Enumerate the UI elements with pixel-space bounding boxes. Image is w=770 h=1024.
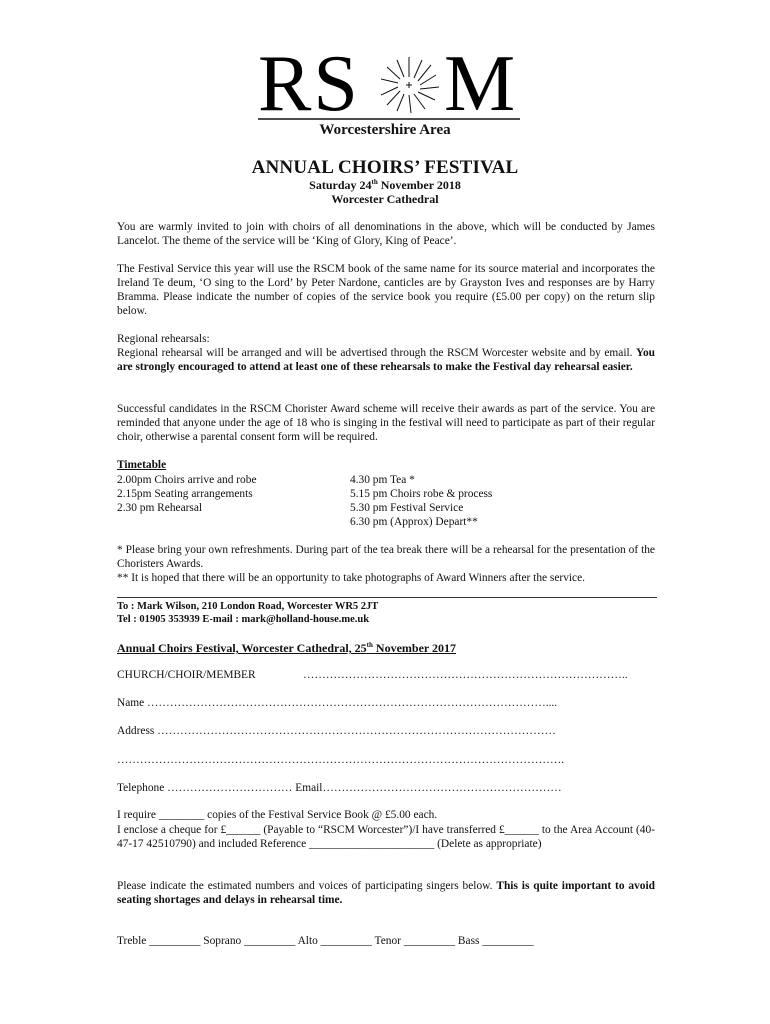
copies-required-line[interactable]: I require ________ copies of the Festival Service Book @ £5.00 each. <box>117 809 438 821</box>
timetable-left-column <box>117 473 257 515</box>
return-slip-title: Annual Choirs Festival, Worcester Cathedral, 25th November 2017 <box>117 641 457 655</box>
award-paragraph: Successful candidates in the RSCM Chorister Award scheme will receive their awards as part of the service. You are reminded that anyone under the age of 18 who is singing in the festival will need to participate as part of their regular choir, otherwise a parental consent form will be required. <box>117 403 655 443</box>
photographs-note: ** It is hoped that there will be an opportunity to take photographs of Award Winners after the service. <box>117 572 586 584</box>
section-divider <box>117 597 657 598</box>
area-subtitle: Worcestershire Area <box>319 122 451 138</box>
estimate-emphasis: This is quite important to avoid seating shortages and delays in rehearsal time. <box>117 880 655 906</box>
church-choir-label: CHURCH/CHOIR/MEMBER <box>117 669 256 681</box>
church-choir-field[interactable] <box>117 669 628 681</box>
festival-date: Saturday 24th November 2018 <box>309 178 461 192</box>
payment-paragraph[interactable]: I enclose a cheque for £______ (Payable to “RSCM Worcester”)/I have transferred £______ to the Area Account (40-47-17 42510790) and included Reference ______________________ (Delete as appropriate) <box>117 824 655 850</box>
timetable-heading: Timetable <box>117 459 167 471</box>
logo-left-letters: RS <box>258 48 360 122</box>
timetable-right-column <box>350 473 492 529</box>
rehearsal-heading: Regional rehearsals: <box>117 333 210 345</box>
logo-right-letters: M <box>444 48 518 122</box>
timetable-row: 6.30 pm (Approx) Depart** <box>350 516 478 528</box>
festival-title: ANNUAL CHOIRS’ FESTIVAL <box>251 157 519 178</box>
name-field[interactable]: Name …………………………………………………………………………………………….... <box>117 697 558 709</box>
rehearsal-paragraph: Regional rehearsals: Regional rehearsal will be arranged and will be advertised through the RSCM Worcester website and by email. You are strongly encouraged to attend at least one of these rehearsals to make the Festival day rehearsal easier. <box>117 333 655 373</box>
logo-sunburst-icon <box>381 57 439 113</box>
address-field[interactable]: Address …………………………………………………………………………………………… <box>117 725 556 737</box>
timetable-row: 2.00pm Choirs arrive and robe <box>117 474 257 486</box>
timetable-row: 2.15pm Seating arrangements <box>117 488 253 500</box>
address-field-line2[interactable]: ………………………………………………………………………………………………………. <box>117 754 565 766</box>
contact-phone-email: Tel : 01905 353939 E-mail : mark@holland-house.me.uk <box>117 614 370 625</box>
rehearsal-emphasis: You are strongly encouraged to attend at least one of these rehearsals to make the Festival day rehearsal easier. <box>117 347 655 373</box>
timetable-row: 5.15 pm Choirs robe & process <box>350 488 493 500</box>
voices-line[interactable]: Treble _________ Soprano _________ Alto _________ Tenor _________ Bass _________ <box>117 935 534 947</box>
rscm-logo <box>258 48 520 122</box>
refreshments-note: * Please bring your own refreshments. During part of the tea break there will be a rehearsal for the presentation of the Choristers Awards. <box>117 544 655 570</box>
timetable-row: 4.30 pm Tea * <box>350 474 415 486</box>
contact-address: To : Mark Wilson, 210 London Road, Worcester WR5 2JT <box>117 601 379 612</box>
festival-venue: Worcester Cathedral <box>331 192 439 206</box>
telephone-email-field[interactable]: Telephone …………………………… Email……………………………………………………… <box>117 782 562 794</box>
intro-paragraph: You are warmly invited to join with choirs of all denominations in the above, which will be conducted by James Lancelot. The theme of the service will be ‘King of Glory, King of Peace’. <box>117 221 655 247</box>
estimate-paragraph: Please indicate the estimated numbers and voices of participating singers below. This is quite important to avoid seating shortages and delays in rehearsal time. <box>117 880 655 906</box>
timetable-row: 2.30 pm Rehearsal <box>117 502 203 514</box>
service-paragraph: The Festival Service this year will use the RSCM book of the same name for its source material and incorporates the Ireland Te deum, ‘O sing to the Lord’ by Peter Nardone, canticles are by Grayston Ives and responses are by Harry Bramma. Please indicate the number of copies of the service book you require (£5.00 per copy) on the return slip below. <box>117 263 655 317</box>
timetable-row: 5.30 pm Festival Service <box>350 502 464 514</box>
church-choir-dots: ………………………………………………………………………….. <box>303 669 628 681</box>
